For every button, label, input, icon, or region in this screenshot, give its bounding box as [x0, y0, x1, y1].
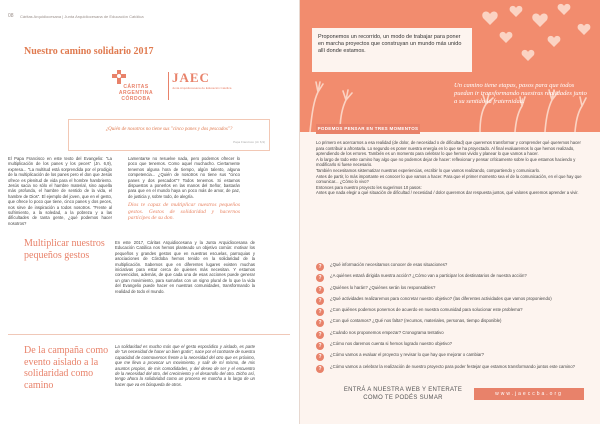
list-item: ? ¿Cuándo nos proponemos empezar? Cronograma tentativo — [316, 330, 588, 340]
left-page-number: 08 — [8, 13, 14, 19]
section-divider — [8, 334, 290, 335]
moment-paragraph: A lo largo de todo este camino hay algo que no podemos dejar de hacer: reflexionar y pensar críticamente sobre lo que estamos haciendo y modificarlo si fuese necesario. — [316, 156, 576, 168]
hero-text: Proponemos un recorrido, un modo de trabajar para poner en marcha proyectos que construyan un mundo más unido allí donde estamos. — [318, 34, 462, 54]
page-title: Nuestro camino solidario 2017 — [24, 46, 154, 57]
partner-logos — [108, 68, 232, 102]
section-3-title: De la campaña como evento aislado a la solidaridad como camino — [24, 345, 109, 391]
section-2-text: En este 2017, Cáritas Arquidiocesana y la Junta Arquidiocesana de Educación Católica nos hemos planteado un objetivo común: motivar los pequeños y grandes gestos que en nuestras escuelas, parroquias y asociaciones de Córdoba hemos tenido en la solidaridad de la multiplicación. Sabemos que en diferentes lugares existen muchas iniciativas para estar cerca de quienes más necesitan. Y estamos convencidos, además, de que cada una de esas acciones puede generar un gran movimiento, para sumarlas con un signo plural de lo que la vida del Evangelio puede hacer en nuestras comunidades, transformando la realidad de todo el mundo. — [115, 240, 255, 294]
jaec-subtitle: Junta Arquidiocesana de Educación Católica — [172, 86, 232, 90]
jaec-logo: JAEC — [172, 70, 210, 85]
moments-tag: PODEMOS PENSAR EN TRES MOMENTOS — [316, 124, 420, 134]
question-icon: ? — [316, 274, 324, 282]
caritas-logo-text: CÁRITAS ARGENTINA CÓRDOBA — [118, 84, 154, 102]
steps-question-list — [316, 262, 588, 375]
moment-paragraph: También necesitamos sistematizar nuestras experiencias, escribir lo que vamos realizando, compartiendo y comunicarlo. — [316, 167, 541, 173]
list-item: ? ¿Con qué contamos? ¿Qué nos falta? (recursos, materiales, personas, tiempo disponible) — [316, 318, 588, 328]
question-icon: ? — [316, 286, 324, 294]
column-2-text: Lamentarse no resuelve nada, pero podemos ofrecer lo poco que tenemos. Como aquel muchacho. Ciertamente tenemos alguna hora de tiempo, algún talento, alguna competencia... ¿Quién de nosotros no tiene sus "cinco panes y dos pescados"? Todos tenemos. Si estamos dispuestos a ponerlos en las manos del Señor, bastarán para que en el mundo haya un poco más de amor, de paz, de justicia y, sobre todo, de alegría. — [128, 156, 240, 199]
list-item: ? ¿Quiénes lo harán? ¿Quiénes serán los responsables? — [316, 285, 588, 295]
cta-text: ENTRÁ A NUESTRA WEB Y ENTERATE COMO TE PODÉS SUMAR — [343, 387, 463, 401]
column-2-italic: Dios te capaz de multiplicar nuestros pequeños gestos. Gestos de solidaridad y hacernos partícipes de su don. — [128, 202, 240, 222]
moment-paragraph: Antes de partir, lo más importante es conocer lo que vamos a hacer. Para que el primer momento sea el de la comunicación, en el que hay que comunicar... ¿Cómo lo vivo? — [316, 173, 582, 185]
website-link[interactable]: www.jaeccba.org — [474, 388, 584, 400]
column-1-text: El Papa Francisco en este texto del Evangelio: "La multiplicación de los panes y los peces" (Jn. 6,9), expresa... "La multitud está sorprendida por el prodigio de la multiplicación de los panes pero el don que Jesús ofrece es plenitud de vida para el hombre hambriento. Jesús sacia no sólo el hambre material, sino aquella más profunda, el hambre de sentido de la vida, el hambre de Dios". El ejemplo del joven, que en el gesto, que ofrece lo poco que tiene, cinco panes y dos peces, nos sirve de inspiración a todos nosotros. "Frente al sufrimiento, a la soledad, a la pobreza y a las dificultades de tanta gente, ¿qué podemos hacer nosotros? — [8, 156, 112, 226]
hero-banner — [300, 0, 600, 132]
logo-divider — [168, 72, 169, 100]
list-item: ? ¿Cómo nos daremos cuenta si hemos logrado nuestro objetivo? — [316, 341, 588, 351]
section-3-text: La solidaridad es mucho más que el gesto esporádico y aislado, es parte de "un necesidad de hacer un bien gratis", nace por el contraste de nuestra capacidad de conmovernos frente a la necesidad del otro que es próximo, que me lleva a provocar un movimiento, y salir de mí mismo, de mis asuntos propios, de mis comodidades, y del deseo de ser y el encuentro de la necesidad del otro, del crecimiento y el desarrollo del otro. Dicho así, tengo ahora la solidaridad como un proceso en marcha a lo largo de un hacer que va en búsqueda de otros. — [115, 344, 255, 387]
list-item: ? ¿Cómo vamos a celebrar la realización de nuestro proyecto para poder festejar que estamos transformando juntos este camino? — [316, 364, 588, 374]
moment-paragraph: Lo primero es acercarnos a esa realidad (de dolor, de necesidad o de dificultad) que queremos transformar y comprender qué queremos hacer para contribuir a afrontarla. Lo segundo es poner nuestra energía en lo que se ha proyectado. Al final evaluaremos lo que hemos realizado, aprendiendo de los errores. También es un momento para celebrar lo que hemos vivido y planear lo que vamos a hacer. — [316, 140, 581, 157]
question-icon: ? — [316, 263, 324, 271]
list-item: ? ¿Qué actividades realizaremos para concretar nuestro objetivo? (las diferentes actividades que vamos proponiendo) — [316, 296, 588, 306]
list-item: ? ¿A quiénes estará dirigida nuestra acción? ¿Cómo van a participar los destinatarios de nuestra acción? — [316, 273, 588, 283]
column-2 — [128, 156, 240, 222]
quote-citation: Papa Francisco (Jn 6,9) — [233, 140, 265, 144]
caritas-logo — [108, 68, 164, 102]
question-icon: ? — [316, 297, 324, 305]
question-icon: ? — [316, 353, 324, 361]
list-item: ? ¿Cómo vamos a evaluar el proyecto y revisar lo que hay que mejorar o cambiar? — [316, 352, 588, 362]
list-item: ? ¿Qué información necesitamos conocer de esas situaciones? — [316, 262, 588, 272]
hero-caption: Un camino tiene etapas, pasos para que todos puedan ir transformando nuestras realidades junto a su sentido la fraternidad. — [454, 82, 587, 105]
moments-text — [316, 140, 588, 196]
question-icon: ? — [316, 319, 324, 327]
question-icon: ? — [316, 331, 324, 339]
quote-box — [68, 119, 270, 151]
moment-paragraph: Entonces para nuestro proyecto les sugerimos 10 pasos: — [316, 184, 422, 190]
list-item: ? ¿Con quiénes podemos ponernos de acuerdo en nuestra comunidad para solucionar este problema? — [316, 307, 588, 317]
cross-heart-icon — [110, 70, 128, 84]
quote-text: ¿Quién de nosotros no tiene sus "cinco panes y dos pescados"? — [105, 127, 233, 132]
question-icon: ? — [316, 308, 324, 316]
question-icon: ? — [316, 342, 324, 350]
left-header: Cáritas Arquidiocesana | Junta Arquidiocesana de Educación Católica — [20, 14, 144, 19]
moment-paragraph: Antes que nada elegir a qué situación de dificultad / necesidad / dolor queremos dar respuesta juntos, qué valores queremos aprender a vivir. — [316, 190, 579, 196]
section-2-title: Multiplicar nuestros pequeños gestos — [24, 238, 105, 261]
question-icon: ? — [316, 365, 324, 373]
